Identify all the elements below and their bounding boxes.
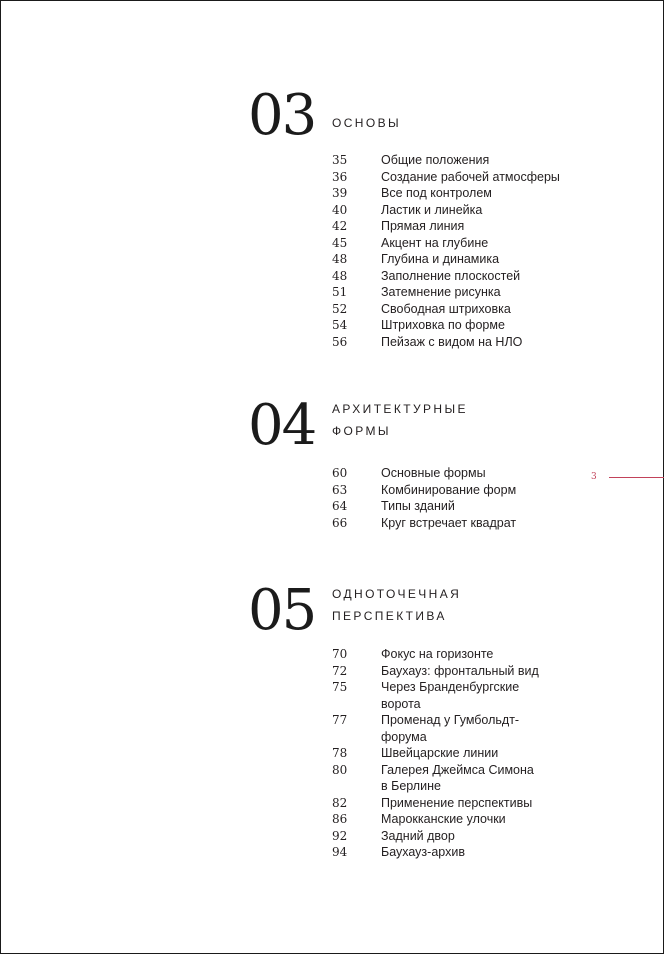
- toc-entry[interactable]: [332, 169, 612, 186]
- toc-entry[interactable]: [332, 844, 612, 861]
- toc-entry[interactable]: [332, 218, 612, 235]
- toc-entry[interactable]: [332, 482, 612, 499]
- entry-title: Баухауз: фронтальный вид: [381, 663, 539, 678]
- toc-entry[interactable]: [332, 284, 612, 301]
- entry-title: Свободная штриховка: [381, 301, 511, 316]
- toc-entry[interactable]: [332, 745, 612, 762]
- entry-page-number: 48: [332, 268, 348, 283]
- toc-entry[interactable]: [332, 334, 612, 351]
- entry-title: Круг встречает квадрат: [381, 515, 517, 530]
- entry-title: Создание рабочей атмосферы: [381, 169, 560, 184]
- entry-page-number: 80: [332, 762, 348, 777]
- entry-page-number: 42: [332, 219, 348, 233]
- entry-page-number: 40: [332, 202, 348, 217]
- entry-page-number: 60: [332, 466, 348, 480]
- toc-entry[interactable]: [332, 712, 612, 745]
- toc-entry[interactable]: [332, 811, 612, 828]
- toc-entry[interactable]: [332, 268, 612, 285]
- entry-page-number: 56: [332, 334, 348, 349]
- toc-entry[interactable]: [332, 646, 612, 663]
- section-number: 03: [248, 83, 316, 148]
- entry-page-number: 52: [332, 301, 348, 316]
- entry-title: Прямая линия: [381, 219, 465, 233]
- section-title: [332, 398, 532, 442]
- entry-title: Швейцарские линии: [381, 746, 499, 760]
- entry-title: Основные формы: [381, 466, 486, 480]
- toc-entry[interactable]: [332, 152, 612, 169]
- toc-entry[interactable]: [332, 679, 612, 712]
- entry-page-number: 66: [332, 515, 348, 530]
- entry-title: Галерея Джеймса Симона в Берлине: [381, 762, 534, 793]
- toc-entry[interactable]: [332, 317, 612, 334]
- entry-page-number: 92: [332, 828, 348, 843]
- entry-title: Променад у Гумбольдт-форума: [381, 713, 520, 744]
- entry-title: Задний двор: [381, 828, 455, 843]
- entry-title: Заполнение плоскостей: [381, 268, 521, 283]
- toc-entry[interactable]: [332, 663, 612, 680]
- entry-page-number: 86: [332, 812, 348, 826]
- entry-page-number: 75: [332, 680, 348, 694]
- section-title-line: ОСНОВЫ: [332, 116, 402, 130]
- toc-entries: [332, 646, 612, 861]
- section-title-line: ФОРМЫ: [332, 424, 391, 438]
- toc-entry[interactable]: [332, 515, 612, 532]
- section-title-line: ОДНОТОЧЕЧНАЯ: [332, 587, 462, 601]
- toc-entry[interactable]: [332, 828, 612, 845]
- entry-page-number: 77: [332, 713, 348, 727]
- entry-title: Акцент на глубине: [381, 235, 489, 250]
- entry-page-number: 45: [332, 235, 348, 250]
- entry-title: Общие положения: [381, 153, 490, 167]
- entry-page-number: 35: [332, 153, 348, 167]
- page-number: 3: [591, 472, 597, 482]
- entry-page-number: 94: [332, 845, 348, 859]
- toc-entry[interactable]: [332, 185, 612, 202]
- toc-entry[interactable]: [332, 795, 612, 812]
- section-title: [332, 583, 532, 627]
- page-marker-line: [609, 477, 664, 478]
- entry-page-number: 63: [332, 482, 348, 497]
- entry-title: Через Бранденбургские ворота: [381, 680, 520, 711]
- entry-page-number: 72: [332, 663, 348, 678]
- entry-title: Все под контролем: [381, 186, 492, 200]
- section-number: 05: [248, 578, 316, 643]
- section-title: [332, 112, 532, 134]
- entry-page-number: 36: [332, 169, 348, 184]
- toc-entry[interactable]: [332, 202, 612, 219]
- entry-page-number: 64: [332, 499, 348, 513]
- toc-entries: [332, 465, 612, 531]
- entry-page-number: 51: [332, 285, 348, 299]
- entry-title: Глубина и динамика: [381, 252, 500, 266]
- toc-entry[interactable]: [332, 498, 612, 515]
- entry-title: Ластик и линейка: [381, 202, 483, 217]
- entry-title: Применение перспективы: [381, 795, 533, 810]
- toc-entries: [332, 152, 612, 350]
- toc-entry[interactable]: [332, 465, 612, 482]
- entry-title: Затемнение рисунка: [381, 285, 501, 299]
- section-title-line: ПЕРСПЕКТИВА: [332, 609, 447, 623]
- entry-title: Штриховка по форме: [381, 318, 505, 332]
- toc-entry[interactable]: [332, 235, 612, 252]
- entry-page-number: 39: [332, 186, 348, 200]
- entry-page-number: 82: [332, 795, 348, 810]
- toc-entry[interactable]: [332, 251, 612, 268]
- entry-page-number: 54: [332, 318, 348, 332]
- entry-title: Баухауз-архив: [381, 845, 465, 859]
- entry-page-number: 78: [332, 746, 348, 760]
- section-title-line: АРХИТЕКТУРНЫЕ: [332, 402, 468, 416]
- toc-entry[interactable]: [332, 762, 612, 795]
- entry-title: Типы зданий: [381, 499, 455, 513]
- entry-title: Комбинирование форм: [381, 482, 517, 497]
- entry-page-number: 70: [332, 647, 348, 661]
- section-number: 04: [248, 393, 316, 458]
- entry-title: Пейзаж с видом на НЛО: [381, 334, 523, 349]
- entry-page-number: 48: [332, 252, 348, 266]
- toc-entry[interactable]: [332, 301, 612, 318]
- entry-title: Марокканские улочки: [381, 812, 506, 826]
- entry-title: Фокус на горизонте: [381, 647, 494, 661]
